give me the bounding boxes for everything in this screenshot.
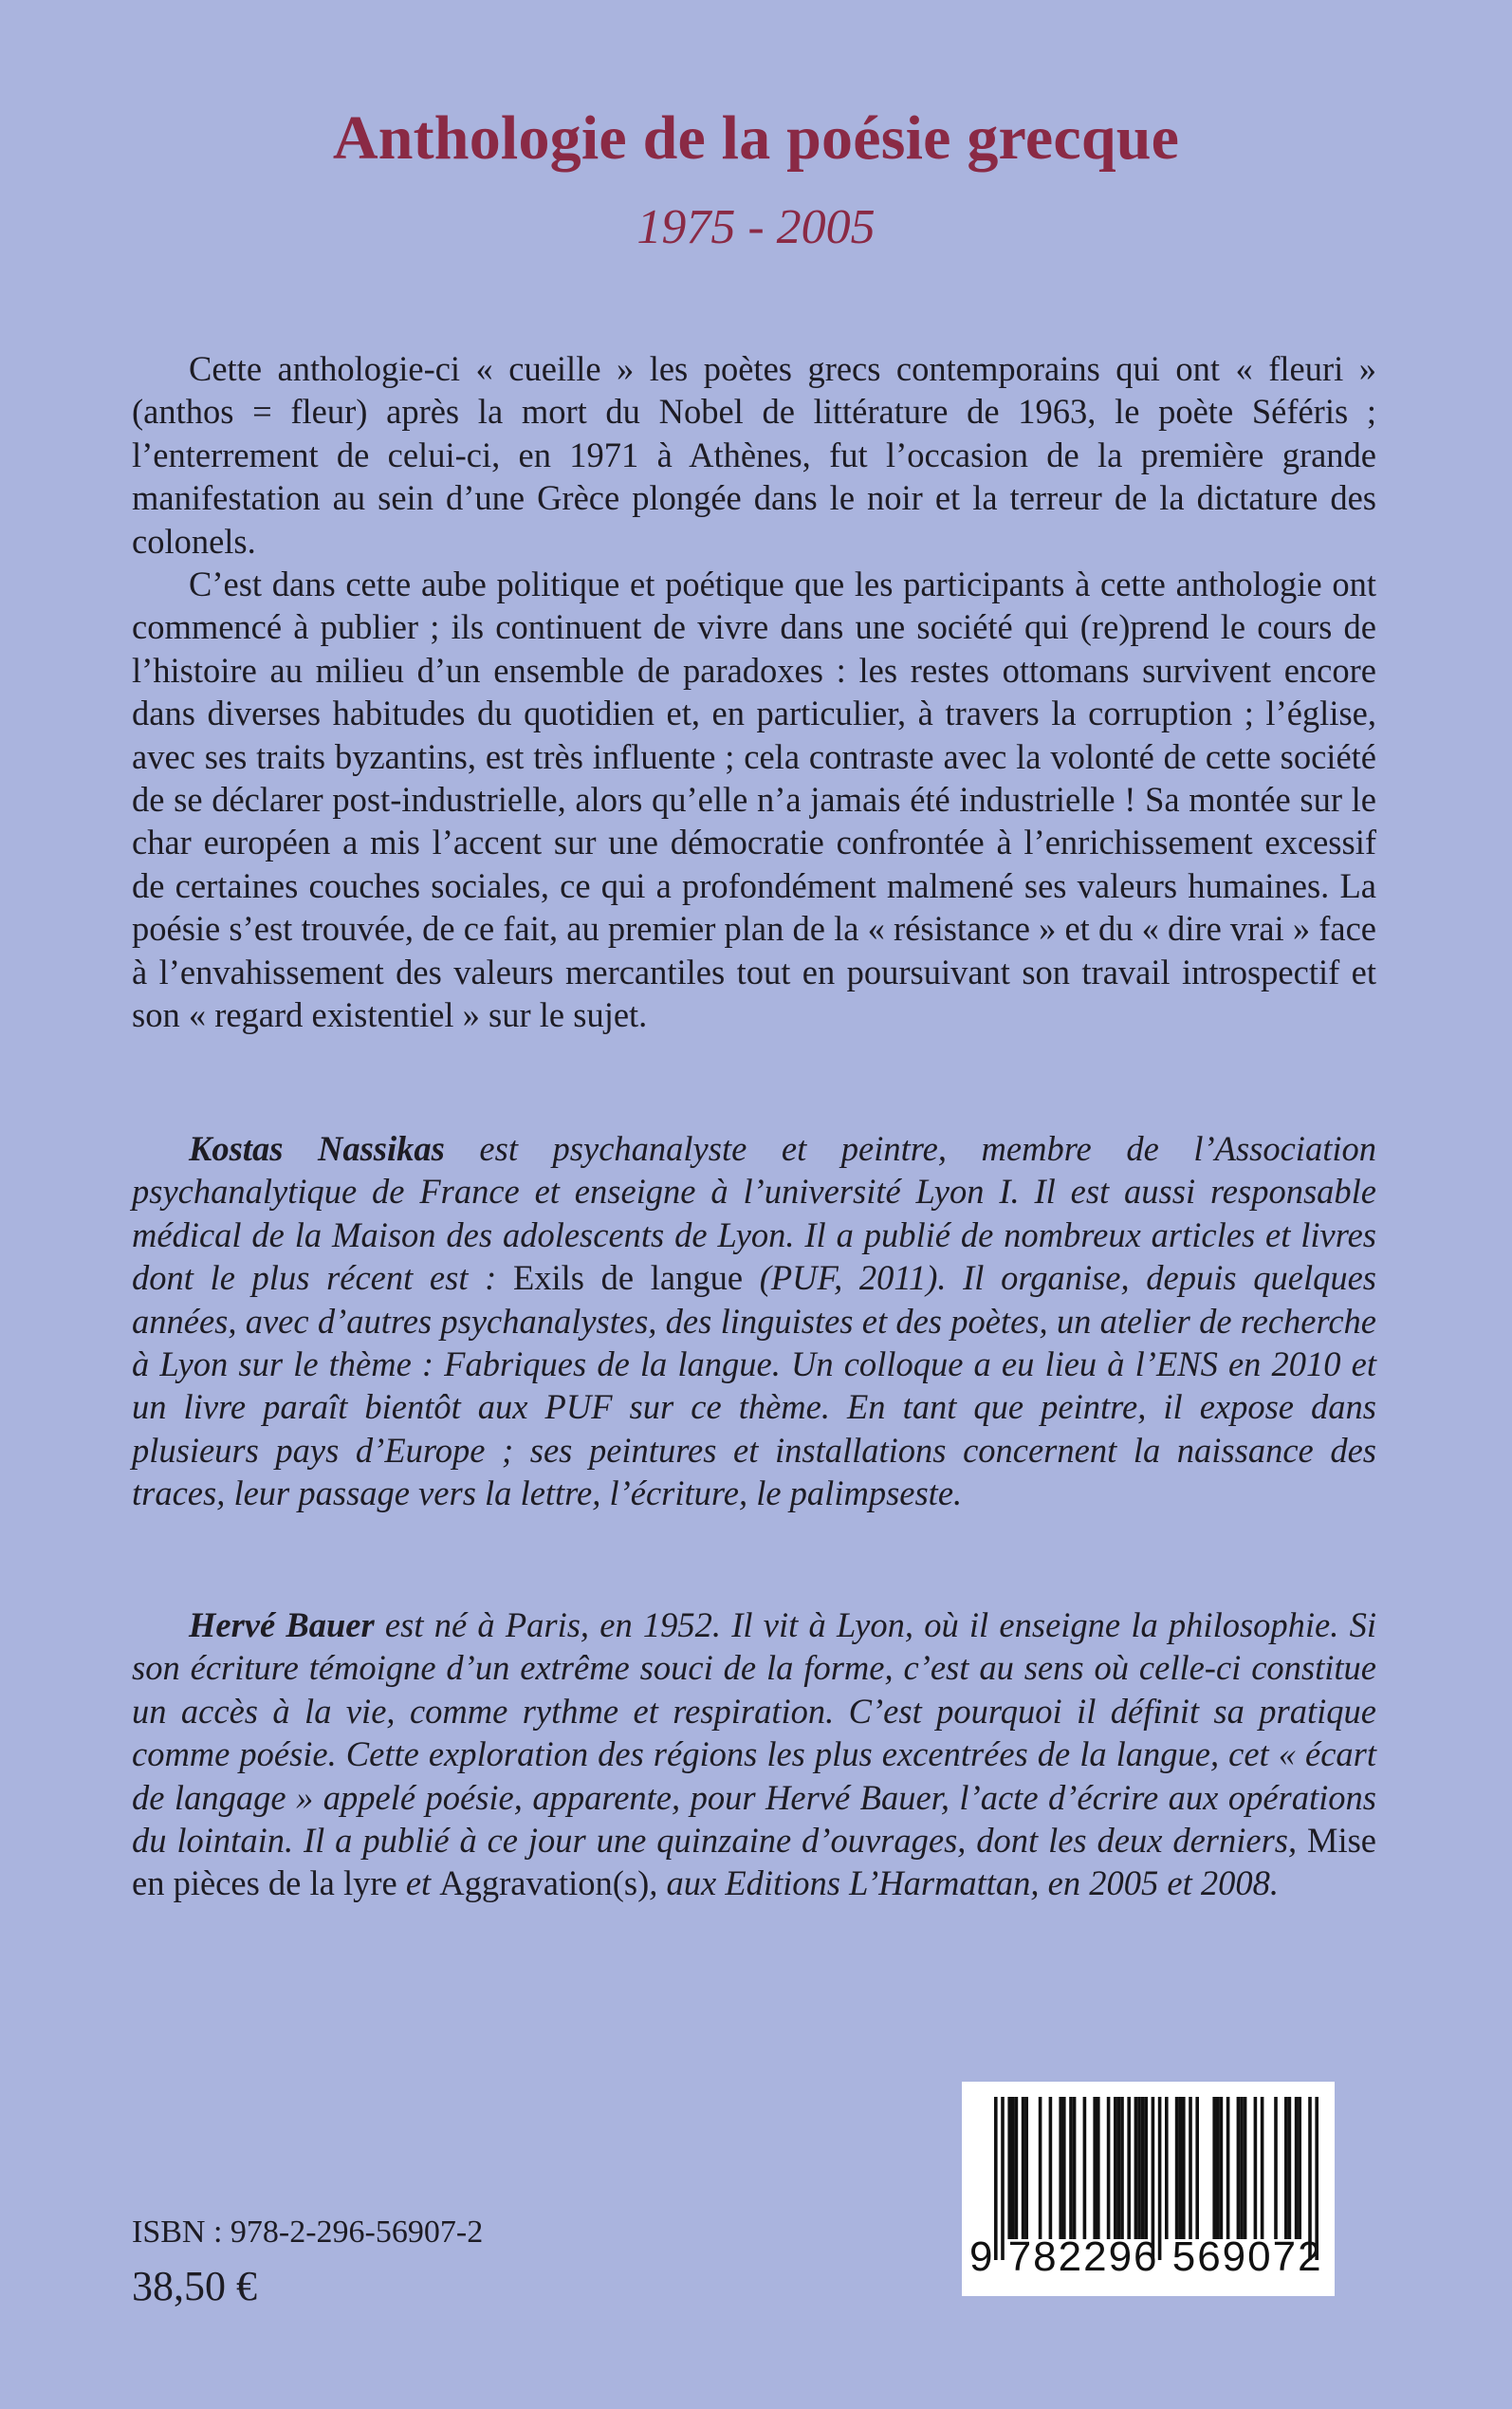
author-name: Hervé Bauer (189, 1605, 375, 1644)
barcode-bar (1049, 2097, 1053, 2239)
barcode-bar (1093, 2097, 1097, 2239)
barcode-bar (1062, 2097, 1066, 2239)
barcode-bar (1137, 2097, 1141, 2239)
barcode-bar (1220, 2097, 1224, 2239)
barcode-bar (1178, 2097, 1182, 2239)
bio-text: est né à Paris, en 1952. Il vit à Lyon, où il enseigne la philosophie. Si son écriture témoigne d’un extrême souci de la forme, c’est au sens où celle-ci constitue un accès à la vie, comme rythme et respiration. C’est pourquoi il définit sa pratique comme poésie. Cette exploration des régions les plus excentrées de la langue, cet « écart de langage » appelé poésie, apparente, pour Hervé Bauer, l’acte d’écrire aux opérations du lointain. Il a publié à ce jour une quinzaine d’ouvrages, dont les deux derniers, (132, 1605, 1376, 1861)
bio-text: et (396, 1863, 440, 1903)
barcode-bar (1011, 2097, 1015, 2239)
summary-paragraph-1: Cette anthologie-ci « cueille » les poètes grecs contemporains qui ont « fleuri » (anthos = fleur) après la mort du Nobel de littérature de 1963, le poète Séféris ; l’enterrement de celui-ci, en 1971 à Athènes, fut l’occasion de la première grande manifestation au sein d’une Grèce plongée dans le noir et la terreur de la dictature des colonels. (132, 349, 1376, 561)
barcode-bar (1083, 2097, 1087, 2239)
barcode-bar (1069, 2097, 1073, 2239)
author-bio-nassikas (132, 1127, 1376, 1515)
barcode-bar (1254, 2097, 1258, 2239)
price-label: 38,50 € (132, 2263, 257, 2309)
barcode-bar (1117, 2097, 1121, 2239)
author-name: Kostas Nassikas (189, 1129, 445, 1168)
barcode-bar (1298, 2097, 1301, 2239)
barcode-bar (1288, 2097, 1292, 2239)
barcode-bar (1261, 2097, 1264, 2239)
barcode-bar (1274, 2097, 1278, 2239)
barcode-bar (1189, 2097, 1192, 2239)
barcode-digits: 9 782296 569072 (969, 2233, 1323, 2280)
summary-text (132, 347, 1376, 1037)
barcode-bar (1240, 2097, 1244, 2239)
summary-paragraph-2: C’est dans cette aube politique et poétique que les participants à cette anthologie ont commencé à publier ; ils continuent de vivre dans une société qui (re)prend le cours de l’histoire au milieu d’un ensemble de paradoxes : les restes ottomans survivent encore dans diverses habitudes du quotidien et, en particulier, à travers la corruption ; l’église, avec ses traits byzantins, est très influente ; cela contraste avec la volonté de cette société de se déclarer post-industrielle, alors qu’elle n’a jamais été industrielle ! Sa montée sur le char européen a mis l’accent sur une démocratie confrontée à l’enrichissement excessif de certaines couches sociales, ce qui a profondément malmené ses valeurs humaines. La poésie s’est trouvée, de ce fait, au premier plan de la « résistance » et du « dire vrai » face à l’envahissement des valeurs mercantiles tout en poursuivant son travail introspectif et son « regard existentiel » sur le sujet. (132, 565, 1376, 1035)
barcode (962, 2082, 1335, 2296)
bio-paragraph (132, 1127, 1376, 1515)
barcode-bar (1244, 2097, 1247, 2239)
barcode-bar (1165, 2097, 1169, 2239)
barcode-bar (1039, 2097, 1042, 2239)
barcode-bar (1073, 2097, 1077, 2239)
barcode-bar (1107, 2097, 1111, 2239)
book-title-ref: Mise en pièces de la lyre (132, 1821, 1376, 1903)
book-title-ref: Exils de langue (512, 1258, 744, 1298)
barcode-bar (1216, 2097, 1220, 2239)
bio-paragraph (132, 1603, 1376, 1905)
barcode-bar (1024, 2097, 1028, 2239)
barcode-bar (1226, 2097, 1230, 2239)
barcode-bar (1141, 2097, 1145, 2239)
barcode-bar (1284, 2097, 1288, 2239)
barcode-bar (1195, 2097, 1199, 2239)
bio-text: (PUF, 2011). Il organise, depuis quelques années, avec d’autres psychanalystes, des linguistes et des poètes, un atelier de recherche à Lyon sur le thème : Fabriques de la langue. Un colloque a eu lieu à l’ENS en 2010 et un livre paraît bientôt aux PUF sur ce thème. En tant que peintre, il expose dans plusieurs pays d’Europe ; ses peintures et installations concernent la naissance des traces, leur passage vers la lettre, l’écriture, le palimpseste. (132, 1258, 1376, 1513)
barcode-bar (1007, 2097, 1011, 2239)
barcode-bar (1144, 2097, 1148, 2239)
bio-text: est psychanalyste et peintre, membre de l’Association psychanalytique de France et enseigne à l’université Lyon I. Il est aussi responsable médical de la Maison des adolescents de Lyon. Il a publié de nombreux articles et livres dont le plus récent est : (132, 1129, 1376, 1298)
bio-text: , aux Editions L’Harmattan, en 2005 et 2008. (649, 1863, 1279, 1903)
barcode-bar (1175, 2097, 1179, 2239)
barcode-bar (1295, 2097, 1299, 2239)
barcode-bar (1134, 2097, 1138, 2239)
book-title: Anthologie de la poésie grecque (332, 103, 1180, 173)
author-bio-bauer (132, 1603, 1376, 1905)
barcode-bar (1182, 2097, 1186, 2239)
isbn-label: ISBN : 978-2-296-56907-2 (132, 2214, 484, 2250)
barcode-bar (1237, 2097, 1241, 2239)
barcode-bar (1059, 2097, 1062, 2239)
book-title-ref: Aggravation(s) (439, 1863, 650, 1903)
date-range: 1975 - 2005 (636, 200, 876, 254)
barcode-bar (1212, 2097, 1216, 2239)
barcode-bar (1097, 2097, 1100, 2239)
barcode-bar (1127, 2097, 1131, 2239)
barcode-bar (1120, 2097, 1124, 2239)
barcode-bar (1022, 2097, 1025, 2239)
barcode-bar (1114, 2097, 1117, 2239)
barcode-bar (1015, 2097, 1019, 2239)
